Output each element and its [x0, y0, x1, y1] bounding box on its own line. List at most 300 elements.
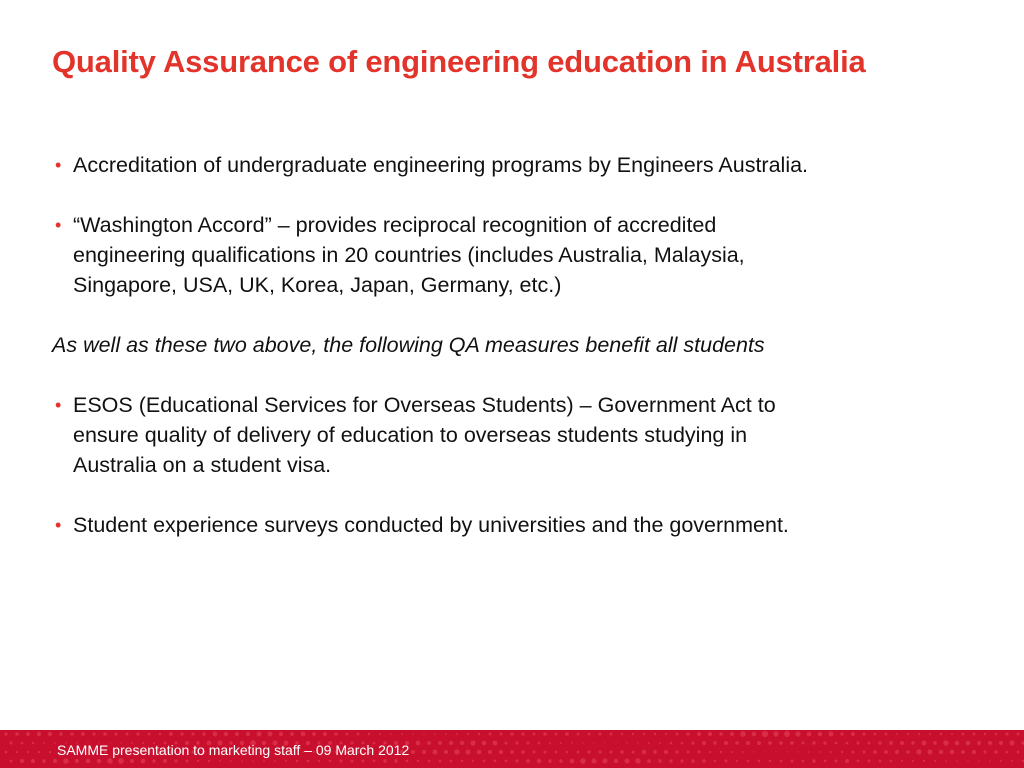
footer-pattern-dot [587, 750, 590, 753]
footer-pattern-dot [735, 741, 739, 745]
footer-pattern-dot [4, 732, 7, 735]
footer-pattern-dot [994, 750, 998, 754]
footer-pattern-dot [48, 732, 52, 736]
footer-pattern-dot [637, 742, 639, 744]
bullet-washington-accord [52, 210, 982, 300]
footer-pattern-dot [670, 742, 673, 745]
footer-pattern-dot [15, 732, 19, 736]
footer-pattern-dot [54, 742, 56, 744]
footer-pattern-dot [780, 760, 783, 763]
bullet-text-line: “Washington Accord” – provides reciprocal recognition of accredited [73, 213, 717, 237]
footer-pattern-dot [676, 733, 679, 736]
footer-pattern-dot [764, 751, 765, 752]
footer-pattern-dot [740, 731, 746, 737]
italic-note: As well as these two above, the following QA measures benefit all students [52, 333, 765, 357]
footer-pattern-dot [478, 733, 480, 735]
footer-pattern-dot [681, 742, 684, 745]
footer-pattern-dot [527, 742, 530, 745]
footer-pattern-dot [483, 760, 486, 763]
footer-pattern-dot [329, 760, 332, 763]
footer-pattern-dot [916, 749, 921, 754]
footer-pattern-dot [351, 760, 354, 763]
footer-pattern-dot [423, 733, 424, 734]
footer-pattern-dot [972, 750, 976, 754]
footer-pattern-dot [857, 760, 860, 763]
footer-pattern-dot [643, 733, 645, 735]
footer-pattern-dot [307, 760, 310, 763]
footer-pattern-dot [702, 741, 706, 745]
footer-pattern-dot [268, 732, 273, 737]
footer-pattern-dot [126, 733, 129, 736]
footer-pattern-dot [610, 733, 613, 736]
footer-pattern-dot [878, 741, 881, 744]
footer-pattern-dot [642, 750, 646, 754]
footer-pattern-dot [675, 750, 678, 753]
footer-pattern-dot [555, 751, 558, 754]
footer-pattern-dot [779, 741, 783, 745]
footer-pattern-dot [163, 759, 167, 763]
footer-pattern-dot [130, 759, 134, 763]
footer-pattern-dot [691, 759, 694, 762]
footer-pattern-dot [543, 750, 546, 753]
footer-pattern-dot [664, 750, 668, 754]
footer-pattern-dot [961, 750, 965, 754]
slide-content [52, 150, 982, 570]
footer-pattern-dot [951, 733, 953, 735]
footer-pattern-dot [97, 759, 101, 763]
footer-pattern-dot [742, 751, 744, 753]
footer-pattern-dot [439, 760, 442, 763]
footer-pattern-dot [224, 732, 228, 736]
footer-pattern-dot [669, 759, 672, 762]
footer-pattern-dot [1017, 733, 1020, 736]
footer-pattern-dot [988, 741, 992, 745]
footer-pattern-dot [318, 760, 320, 762]
footer-pattern-dot [417, 760, 419, 762]
footer-pattern-dot [460, 741, 464, 745]
footer-pattern-dot [488, 750, 492, 754]
footer-pattern-dot [279, 732, 283, 736]
footer-pattern-dot [477, 750, 482, 755]
footer-pattern-dot [197, 760, 199, 762]
footer-pattern-dot [411, 750, 415, 754]
footer-pattern-dot [812, 759, 816, 763]
footer-pattern-dot [879, 760, 882, 763]
footer-pattern-dot [808, 751, 810, 753]
bullet-dot-icon: • [55, 395, 62, 415]
footer-pattern-dot [709, 751, 711, 753]
footer-pattern-dot [790, 741, 794, 745]
bullet-accreditation [52, 150, 982, 180]
footer-pattern-dot [983, 750, 986, 753]
footer-pattern-dot [592, 759, 597, 764]
footer-pattern-dot [504, 741, 507, 744]
footer-pattern-dot [598, 750, 601, 753]
footer-pattern-dot [818, 732, 823, 737]
footer-pattern-dot [32, 742, 34, 744]
footer-pattern-dot [339, 759, 342, 762]
footer-pattern-dot [945, 760, 947, 762]
footer-pattern-dot [356, 732, 359, 735]
footer-pattern-dot [950, 750, 954, 754]
footer-pattern-dot [973, 733, 976, 736]
footer-pattern-dot [412, 733, 413, 734]
footer-pattern-dot [686, 732, 689, 735]
footer-pattern-dot [577, 751, 580, 754]
footer-pattern-dot [454, 749, 459, 754]
footer-pattern-dot [16, 751, 18, 753]
bullet-dot-icon: • [55, 215, 62, 235]
footer-pattern-dot [49, 751, 51, 753]
footer-pattern-dot [570, 759, 575, 764]
footer-pattern-dot [829, 732, 834, 737]
footer-pattern-dot [500, 733, 503, 736]
footer-pattern-dot [252, 760, 254, 762]
footer-pattern-dot [995, 733, 998, 736]
footer-pattern-dot [191, 732, 194, 735]
footer-pattern-dot [1005, 732, 1008, 735]
footer-pattern-dot [775, 751, 776, 752]
footer-pattern-dot [208, 760, 210, 762]
footer-pattern-dot [159, 733, 162, 736]
footer-pattern-dot [659, 742, 661, 744]
footer-pattern-dot [21, 742, 24, 745]
footer-text: SAMME presentation to marketing staff – 09 March 2012 [57, 742, 410, 758]
footer-pattern-dot [379, 733, 381, 735]
footer-pattern-dot [296, 760, 298, 762]
bullet-text-line: engineering qualifications in 20 countries (includes Australia, Malaysia, [73, 243, 745, 267]
footer-pattern-dot [312, 732, 316, 736]
footer-pattern-dot [219, 760, 221, 762]
footer-pattern-dot [461, 760, 463, 762]
footer-pattern-dot [174, 759, 177, 762]
footer-pattern-dot [697, 732, 701, 736]
footer-pattern-dot [768, 741, 772, 745]
footer-pattern-dot [658, 759, 661, 762]
footer-pattern-dot [939, 750, 943, 754]
footer-pattern-dot [42, 759, 46, 763]
footer-pattern-dot [422, 750, 426, 754]
footer-pattern-dot [934, 760, 936, 762]
bullet-student-surveys [52, 510, 982, 540]
footer-pattern-dot [620, 750, 624, 754]
footer-pattern-dot [956, 760, 957, 761]
footer-pattern-dot [967, 760, 969, 762]
footer-pattern-dot [537, 759, 541, 763]
footer-pattern-dot [580, 758, 586, 764]
footer-pattern-dot [614, 759, 618, 763]
footer-pattern-dot [180, 732, 183, 735]
footer-pattern-dot [922, 741, 927, 746]
footer-pattern-dot [977, 741, 981, 745]
footer-pattern-dot [753, 751, 754, 752]
footer-pattern-dot [92, 732, 95, 735]
footer-pattern-dot [494, 760, 497, 763]
footer-pattern-dot [907, 733, 909, 735]
footer-pattern-dot [757, 741, 761, 745]
footer-pattern-dot [246, 732, 250, 736]
footer-pattern-dot [53, 759, 57, 763]
footer-pattern-dot [626, 742, 627, 743]
footer-pattern-dot [533, 751, 536, 754]
footer-pattern-dot [434, 733, 436, 735]
footer-pattern-dot [467, 733, 469, 735]
footer-pattern-dot [27, 751, 29, 753]
footer-pattern-dot [362, 760, 365, 763]
footer-pattern-dot [373, 760, 376, 763]
footer-pattern-dot [301, 732, 306, 737]
footer-pattern-dot [515, 759, 518, 762]
bullet-text: Student experience surveys conducted by universities and the government. [73, 513, 789, 537]
footer-pattern-dot [290, 732, 294, 736]
footer-pattern-dot [521, 732, 524, 735]
footer-pattern-dot [256, 731, 261, 736]
bullet-text: Accreditation of undergraduate engineering programs by Engineers Australia. [73, 153, 809, 177]
footer-pattern-dot [632, 733, 634, 735]
footer-pattern-dot [136, 732, 139, 735]
footer-pattern-dot [720, 751, 722, 753]
footer-pattern-dot [577, 733, 580, 736]
footer-pattern-dot [889, 741, 893, 745]
footer-pattern-dot [687, 751, 690, 754]
footer-pattern-dot [906, 750, 910, 754]
footer-pattern-dot [521, 750, 525, 754]
footer-pattern-dot [9, 741, 12, 744]
footer-pattern-dot [647, 759, 651, 763]
footer-pattern-dot [841, 751, 843, 753]
footer-pattern-dot [615, 742, 616, 743]
footer-pattern-dot [555, 733, 558, 736]
footer-pattern-dot [571, 742, 573, 744]
footer-pattern-dot [846, 742, 849, 745]
footer-pattern-dot [526, 759, 530, 763]
footer-pattern-dot [548, 759, 552, 763]
footer-pattern-dot [5, 751, 8, 754]
footer-pattern-dot [533, 733, 536, 736]
footer-pattern-dot [856, 741, 859, 744]
footer-pattern-dot [26, 732, 30, 736]
footer-pattern-dot [602, 758, 607, 763]
footer-pattern-dot [819, 751, 821, 753]
footer-pattern-dot [510, 732, 513, 735]
footer-pattern-dot [698, 751, 701, 754]
footer-pattern-dot [323, 732, 327, 736]
footer-pattern-dot [752, 732, 757, 737]
footer-pattern-dot [835, 742, 838, 745]
slide-title: Quality Assurance of engineering education in Australia [52, 44, 866, 79]
footer-pattern-dot [933, 741, 937, 745]
footer-pattern-dot [1006, 751, 1009, 754]
footer-pattern-dot [962, 733, 965, 736]
footer-pattern-dot [896, 733, 898, 735]
footer-pattern-dot [702, 759, 705, 762]
footer-pattern-dot [901, 760, 903, 762]
footer-pattern-dot [456, 733, 458, 735]
footer-pattern-dot [966, 741, 971, 746]
footer-pattern-dot [989, 760, 991, 762]
footer-pattern-dot [334, 732, 338, 736]
footer-pattern-dot [450, 760, 453, 763]
footer-pattern-dot [635, 758, 640, 763]
footer-pattern-dot [724, 741, 728, 745]
footer-pattern-dot [862, 732, 865, 735]
footer-pattern-dot [1017, 751, 1020, 754]
footer-pattern-dot [515, 741, 518, 744]
footer-pattern-dot [493, 741, 498, 746]
footer-pattern-dot [769, 760, 771, 762]
footer-pattern-dot [444, 750, 448, 754]
footer-pattern-dot [929, 733, 931, 735]
footer-pattern-dot [505, 760, 508, 763]
footer-pattern-dot [427, 741, 431, 745]
footer-pattern-dot [1011, 760, 1013, 762]
footer-pattern-dot [845, 759, 849, 763]
footer-pattern-dot [654, 733, 656, 735]
footer-bar [0, 730, 1024, 768]
footer-pattern-dot [918, 733, 920, 735]
footer-pattern-dot [955, 741, 960, 746]
bullet-dot-icon: • [55, 515, 62, 535]
footer-pattern-dot [449, 741, 453, 745]
footer-pattern-dot [169, 732, 173, 736]
footer-pattern-dot [1009, 740, 1014, 745]
footer-pattern-dot [911, 741, 915, 745]
footer-pattern-dot [482, 741, 487, 746]
footer-pattern-dot [114, 732, 117, 735]
footer-pattern-dot [773, 731, 778, 736]
footer-pattern-dot [543, 732, 547, 736]
footer-pattern-dot [31, 759, 35, 763]
footer-pattern-dot [406, 760, 409, 763]
footer-pattern-dot [445, 733, 447, 735]
footer-pattern-dot [428, 760, 431, 763]
footer-pattern-dot [63, 758, 69, 764]
footer-pattern-dot [943, 740, 948, 745]
footer-pattern-dot [285, 760, 287, 762]
footer-pattern-dot [912, 760, 914, 762]
footer-pattern-dot [730, 732, 734, 736]
footer-pattern-dot [680, 759, 683, 762]
footer-pattern-dot [499, 750, 503, 754]
bullet-text-line: ESOS (Educational Services for Overseas Students) – Government Act to [73, 393, 776, 417]
bullet-text-line: Singapore, USA, UK, Korea, Japan, Germany, etc.) [73, 273, 562, 297]
footer-pattern-dot [416, 741, 421, 746]
footer-pattern-dot [851, 732, 855, 736]
footer-pattern-dot [152, 759, 155, 762]
footer-pattern-dot [708, 732, 712, 736]
footer-pattern-dot [390, 733, 392, 735]
footer-pattern-dot [10, 760, 13, 763]
footer-pattern-dot [895, 750, 899, 754]
footer-pattern-dot [59, 732, 63, 736]
footer-pattern-dot [37, 732, 41, 736]
footer-pattern-dot [747, 760, 750, 763]
footer-pattern-dot [1000, 760, 1002, 762]
footer-pattern-dot [588, 733, 591, 736]
footer-pattern-dot [148, 733, 151, 736]
footer-pattern-dot [873, 750, 877, 754]
footer-pattern-dot [510, 750, 514, 754]
footer-pattern-dot [213, 732, 218, 737]
footer-pattern-dot [834, 759, 837, 762]
footer-pattern-dot [43, 742, 45, 744]
footer-pattern-dot [797, 751, 798, 752]
footer-pattern-dot [786, 751, 787, 752]
footer-pattern-dot [565, 732, 569, 736]
footer-pattern-dot [70, 732, 73, 735]
footer-pattern-dot [263, 760, 265, 762]
footer-pattern-dot [274, 760, 276, 762]
footer-pattern-dot [470, 740, 475, 745]
footer-pattern-dot [923, 760, 925, 762]
footer-pattern-dot [812, 741, 816, 745]
footer-pattern-dot [758, 760, 761, 763]
footer-pattern-dot [610, 751, 613, 754]
footer-pattern-dot [784, 731, 790, 737]
footer-pattern-dot [368, 733, 370, 735]
footer-pattern-dot [665, 733, 667, 735]
footer-pattern-dot [648, 742, 650, 744]
footer-pattern-dot [103, 732, 107, 736]
footer-pattern-dot [802, 760, 805, 763]
footer-pattern-dot [725, 760, 728, 763]
footer-pattern-dot [823, 741, 826, 744]
footer-pattern-dot [621, 733, 623, 735]
footer-pattern-dot [884, 750, 888, 754]
footer-pattern-dot [691, 741, 694, 744]
footer-pattern-dot [582, 742, 583, 743]
footer-pattern-dot [795, 731, 800, 736]
footer-pattern-dot [624, 758, 629, 763]
footer-pattern-dot [604, 742, 605, 743]
footer-pattern-dot [978, 760, 980, 762]
bullet-text-line: ensure quality of delivery of education to overseas students studying in [73, 423, 748, 447]
footer-pattern-dot [593, 742, 594, 743]
bullet-dot-icon: • [55, 155, 62, 175]
bullet-esos [52, 390, 982, 480]
footer-pattern-dot [830, 751, 832, 753]
footer-pattern-dot [653, 750, 657, 754]
footer-pattern-dot [731, 751, 733, 753]
bullet-text-line: Australia on a student visa. [73, 453, 332, 477]
footer-pattern-dot [538, 742, 541, 745]
footer-pattern-dot [791, 760, 794, 763]
footer-pattern-dot [489, 733, 492, 736]
footer-pattern-dot [383, 759, 386, 762]
footer-pattern-dot [927, 749, 932, 754]
footer-pattern-dot [241, 760, 243, 762]
footer-pattern-dot [432, 749, 437, 754]
footer-pattern-dot [598, 732, 601, 735]
footer-pattern-dot [631, 750, 634, 753]
footer-pattern-dot [890, 760, 892, 762]
footer-pattern-dot [807, 732, 812, 737]
footer-pattern-dot [202, 732, 205, 735]
footer-pattern-dot [801, 741, 804, 744]
footer-pattern-dot [719, 732, 723, 736]
footer-pattern-dot [746, 741, 750, 745]
footer-pattern-dot [230, 760, 232, 762]
footer-pattern-dot [560, 742, 562, 744]
footer-pattern-dot [868, 742, 871, 745]
footer-pattern-dot [559, 759, 563, 763]
footer-pattern-dot [186, 760, 189, 763]
footer-pattern-dot [20, 759, 24, 763]
footer-pattern-dot [824, 760, 827, 763]
footer-pattern-dot [141, 759, 146, 764]
footer-pattern-dot [118, 758, 124, 764]
footer-pattern-dot [984, 733, 986, 735]
